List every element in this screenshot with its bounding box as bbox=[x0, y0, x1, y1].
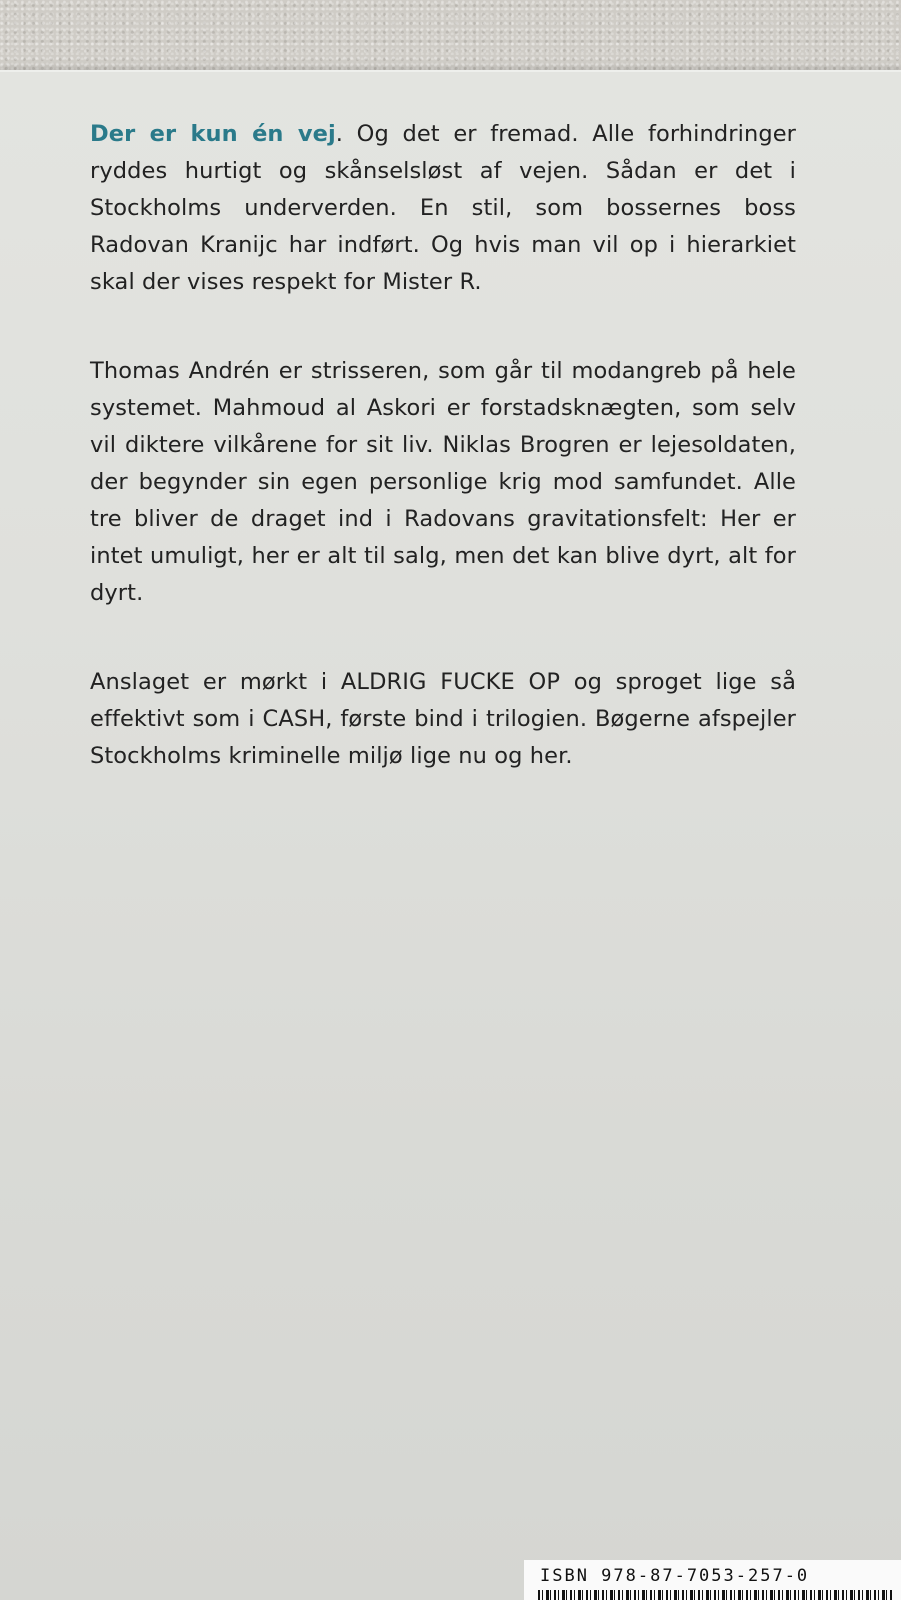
blurb-lead-phrase: Der er kun én vej bbox=[90, 121, 336, 147]
isbn-number: ISBN 978-87-7053-257-0 bbox=[540, 1566, 810, 1586]
back-cover-blurb bbox=[90, 116, 796, 827]
isbn-barcode-label bbox=[524, 1560, 901, 1600]
blurb-paragraph-2: Thomas Andrén er strisseren, som går til modangreb på hele systemet. Mahmoud al Askori er forstadsknægten, som selv vil diktere vilkårene for sit liv. Niklas Brogren er lejesoldaten, der begynder sin egen personlige krig mod samfundet. Alle tre bliver de draget ind i Radovans gravitationsfelt: Her er intet umuligt, her er alt til salg, men det kan blive dyrt, alt for dyrt. bbox=[90, 358, 796, 606]
blurb-paragraph-1-text: . Og det er fremad. Alle forhindringer ryddes hurtigt og skånselsløst af vejen. Sådan er det i Stockholms underverden. En stil, som bossernes boss Radovan Kranijc har indført. Og hvis man vil op i hierarkiet skal der vises respekt for Mister R. bbox=[90, 121, 796, 295]
blurb-paragraph-1 bbox=[90, 116, 796, 301]
blurb-paragraph-3: Anslaget er mørkt i ALDRIG FUCKE OP og sproget lige så effektivt som i CASH, første bind i trilogien. Bøgerne afspejler Stockholms kriminelle miljø lige nu og her. bbox=[90, 669, 796, 769]
barcode-icon bbox=[538, 1590, 893, 1600]
